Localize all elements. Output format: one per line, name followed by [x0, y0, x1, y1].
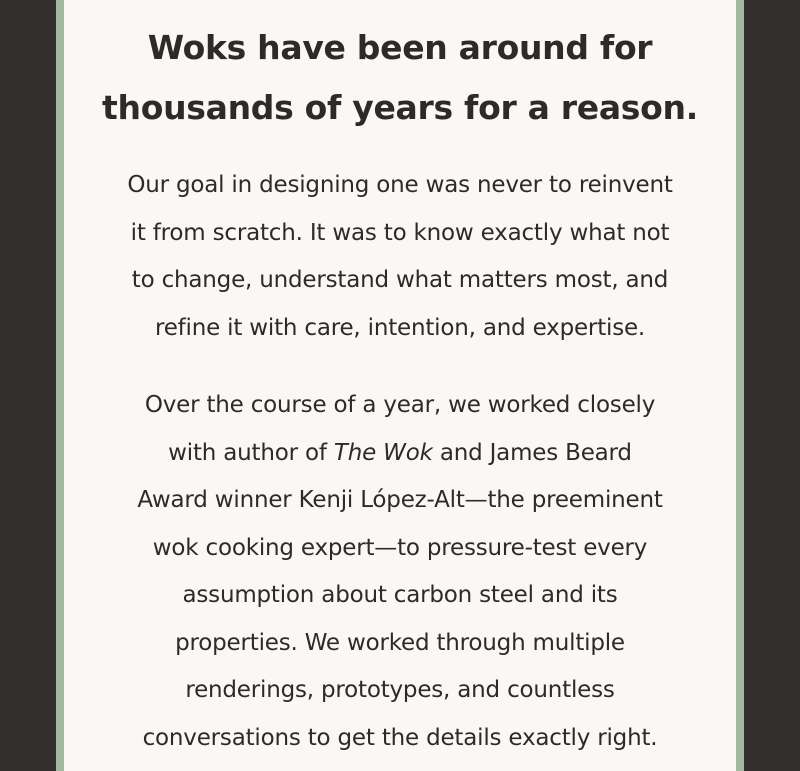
paragraph-line: Over the course of a year, we worked closely [144, 392, 656, 418]
section-heading [64, 18, 736, 138]
heading-line: Woks have been around for [147, 28, 653, 67]
paragraph-text: with author of [168, 439, 334, 466]
paragraph-line: it from scratch. It was to know exactly what not [130, 219, 670, 246]
paragraph-line: properties. We worked through multiple [175, 629, 625, 656]
paragraph-line: renderings, prototypes, and countless [185, 677, 615, 703]
heading-line: thousands of years for a reason. [102, 88, 698, 127]
paragraph-line: wok cooking expert—to pressure-test every [152, 534, 648, 561]
intro-paragraph [64, 162, 736, 352]
paragraph-line: conversations to get the details exactly right. [142, 724, 658, 751]
content-card [64, 0, 736, 771]
paragraph-line: Award winner Kenji López-Alt—the preeminent [137, 487, 663, 513]
paragraph-line [64, 430, 736, 478]
paragraph-text: and James Beard [432, 439, 632, 466]
paragraph-line: Our goal in designing one was never to reinvent [127, 172, 673, 198]
paragraph-line: assumption about carbon steel and its [182, 582, 618, 608]
paragraph-line: refine it with care, intention, and expertise. [154, 314, 646, 341]
collaboration-paragraph [64, 382, 736, 762]
paragraph-line: to change, understand what matters most, and [131, 267, 669, 293]
book-title: The Wok [333, 439, 433, 466]
